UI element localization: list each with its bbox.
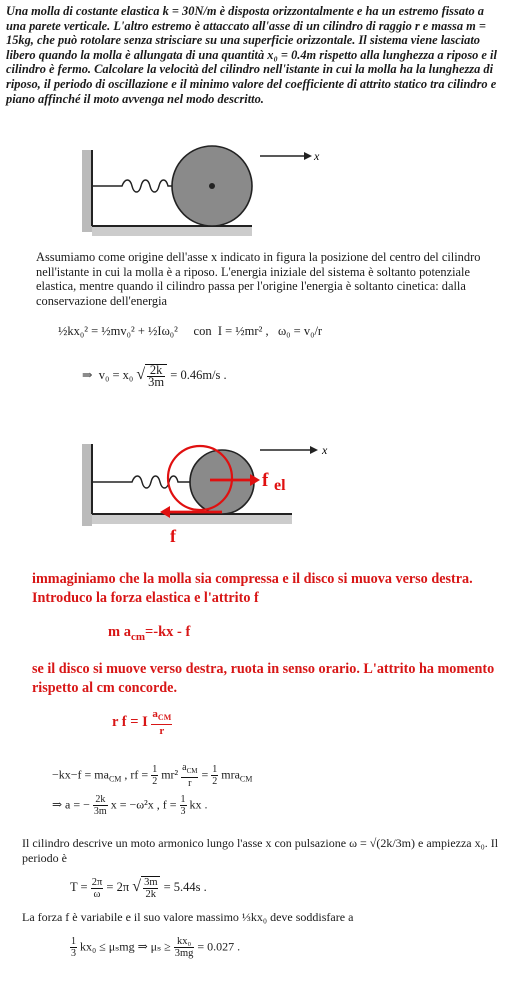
floor — [92, 226, 252, 236]
fel-subscript: el — [274, 477, 286, 494]
annotation-newton: m $a_{cm}=-kx - f$ — [108, 624, 191, 643]
dynamics-equation-2: ⇒ a = − $\frac{2k}{3m}$ x = −ω²x , f = $\frac{1}{3}$ kx . — [52, 794, 208, 817]
fel-label: f — [262, 470, 269, 491]
friction-label: f — [170, 526, 176, 546]
friction-equation: $\frac{1}{3}$ kx₀ ≤ μₛmg ⇒ μₛ ≥ $\frac{\text{kx₀}}{3mg}$ = 0.027 . — [71, 936, 241, 959]
energy-equation: ½kx₀² = ½mv₀² + ½Iω₀² con I = ½mr² , ω₀ = v₀/r — [58, 324, 323, 338]
solution-paragraph: Assumiamo come origine dell'asse x indicato in figura la posizione del centro del cilindro nell'istante in cui la molla è a riposo. L'energia iniziale del sistema è soltanto potenziale elastica, mentre quando il cilindro passa per l'origine l'energia è soltanto cinetica: dalla conservazione dell'energia — [36, 250, 481, 308]
figure-forces — [70, 438, 340, 550]
annotation-compress: immaginiamo che la molla sia compressa e il disco si muova verso destra. Introduco la forza elastica e l'attrito f — [32, 571, 473, 606]
dynamics-equation-1: $-kx-f = ma_{CM}$ , rf = $\frac{1}{2}$ mr² $\frac{a_{CM}}{r}$ = $\frac{1}{2}$ mra$_{CM}$ — [52, 762, 253, 789]
x-axis-label: x — [314, 149, 320, 163]
friction-paragraph: La forza f è variabile e il suo valore massimo ⅓kx₀ deve soddisfare a — [22, 910, 354, 924]
velocity-equation: ⇒ v₀ = x₀ √ $\frac{2k}{3m}$ = 0.46m/s . — [82, 363, 227, 389]
period-equation: T = $\frac{2\pi}{\omega}$ = 2π √ $\frac{3m}{2k}$ = 5.44s . — [70, 876, 207, 900]
motion-paragraph: Il cilindro descrive un moto armonico lungo l'asse x con pulsazione ω = √(2k/3m) e ampiezza x₀. Il periodo è — [22, 836, 499, 865]
figure-spring-cylinder — [70, 142, 330, 252]
svg-text:x: x — [322, 443, 328, 457]
annotation-torque: r f = I $\frac{a_{CM}}{r}$ — [112, 708, 172, 738]
annotation-rotation: se il disco si muove verso destra, ruota in senso orario. L'attrito ha momento rispetto al cm concorde. — [32, 661, 495, 696]
cylinder — [190, 450, 254, 514]
wall — [82, 150, 92, 232]
problem-statement: Una molla di costante elastica k = 30N/m è disposta orizzontalmente e ha un estremo fissato a una parete verticale. L'altro estremo è attaccato all'asse di un cilindro di raggio r e massa m = 15kg, che può rotolare senza strisciare su una superficie orizzontale. Il sistema viene lasciato libero quando la molla è allungata di una quantità x₀ = 0.4m rispetto alla lunghezza a riposo e il cilindro è fermo. Calcolare la velocità del cilindro nell'istante in cui la molla ha la lunghezza di riposo, il periodo di oscillazione e il minimo valore del coefficiente di attrito statico tra cilindro e piano affinché il moto avvenga nel modo descritto. — [6, 4, 497, 106]
